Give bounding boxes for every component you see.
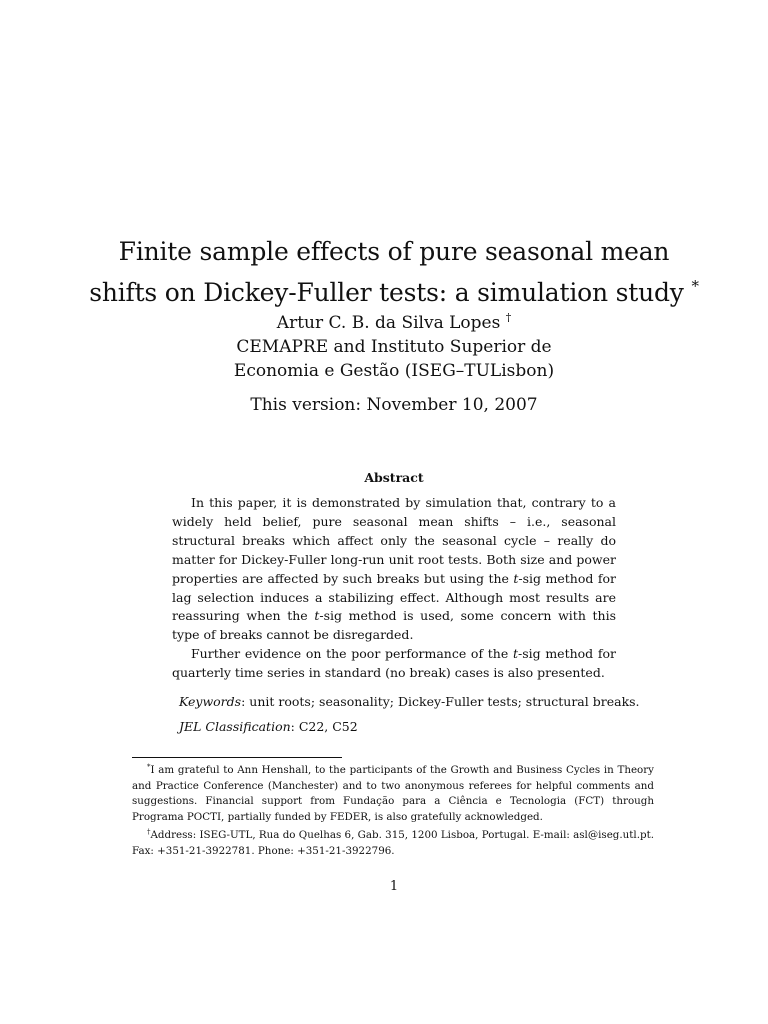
paper-title: [80, 235, 708, 310]
jel-line: [179, 718, 619, 736]
footnote-2: [132, 825, 654, 859]
author-block: [80, 306, 708, 383]
version-date: This version: November 10, 2007: [250, 395, 538, 415]
footnote-2-mark: †: [147, 828, 151, 837]
page-number: 1: [389, 879, 399, 894]
title-line-2-text: shifts on Dickey-Fuller tests: a simulation study: [89, 277, 684, 307]
footnote-1-mark: *: [147, 763, 151, 771]
t-symbol: t: [314, 608, 320, 624]
title-line-2: [80, 269, 708, 310]
footnotes: [132, 760, 654, 860]
title-line-1: Finite sample effects of pure seasonal mean: [118, 236, 670, 266]
jel-label: JEL Classification: [179, 719, 291, 734]
footnote-1: [132, 760, 654, 825]
jel-text: : C22, C52: [290, 719, 358, 734]
abstract-paragraph-2: Further evidence on the poor performance of the t-sig method for quarterly time series in standard (no break) cases is also presented.: [172, 646, 616, 681]
abstract-heading: Abstract: [364, 470, 424, 485]
author-name: Artur C. B. da Silva Lopes: [276, 313, 501, 333]
author-name-line: [80, 306, 708, 335]
affiliation-line-1: CEMAPRE and Instituto Superior de: [236, 337, 552, 357]
t-symbol: t: [512, 646, 518, 662]
title-footnote-mark: *: [691, 276, 699, 295]
author-footnote-mark: †: [505, 311, 512, 324]
affiliation-line-2: Economia e Gestão (ISEG–TULisbon): [233, 361, 555, 381]
abstract-paragraph-1: In this paper, it is demonstrated by simulation that, contrary to a widely held belief, pure seasonal mean shifts – i.e., seasonal structural breaks which affect only the seasonal cycle – really do matter for Dickey-Fuller long-run unit root tests. Both size and power properties are affected by such breaks but using the t-sig method for lag selection induces a stabilizing effect. Although most results are reassuring when the t-sig method is used, some concern with this type of breaks cannot be disregarded.: [172, 495, 616, 643]
keywords-text: : unit roots; seasonality; Dickey-Fuller tests; structural breaks.: [241, 694, 640, 709]
abstract-body: [172, 494, 616, 683]
footnote-2-text: Address: ISEG-UTL, Rua do Quelhas 6, Gab. 315, 1200 Lisboa, Portugal. E-mail: asl@iseg.utl.pt. Fax: +351-21-3922781. Phone: +351-21-3922796.: [132, 829, 655, 857]
keywords-line: [179, 693, 640, 711]
footnote-rule: [132, 757, 342, 758]
footnote-1-text: I am grateful to Ann Henshall, to the participants of the Growth and Business Cycles in Theory and Practice Conference (Manchester) and to two anonymous referees for helpful comments and suggestions. Financial support from Fundação para a Ciência e Tecnologia (FCT) through Programa POCTI, partially funded by FEDER, is also gratefully acknowledged.: [132, 764, 654, 823]
t-symbol: t: [513, 570, 519, 586]
keywords-label: Keywords: [179, 694, 242, 709]
